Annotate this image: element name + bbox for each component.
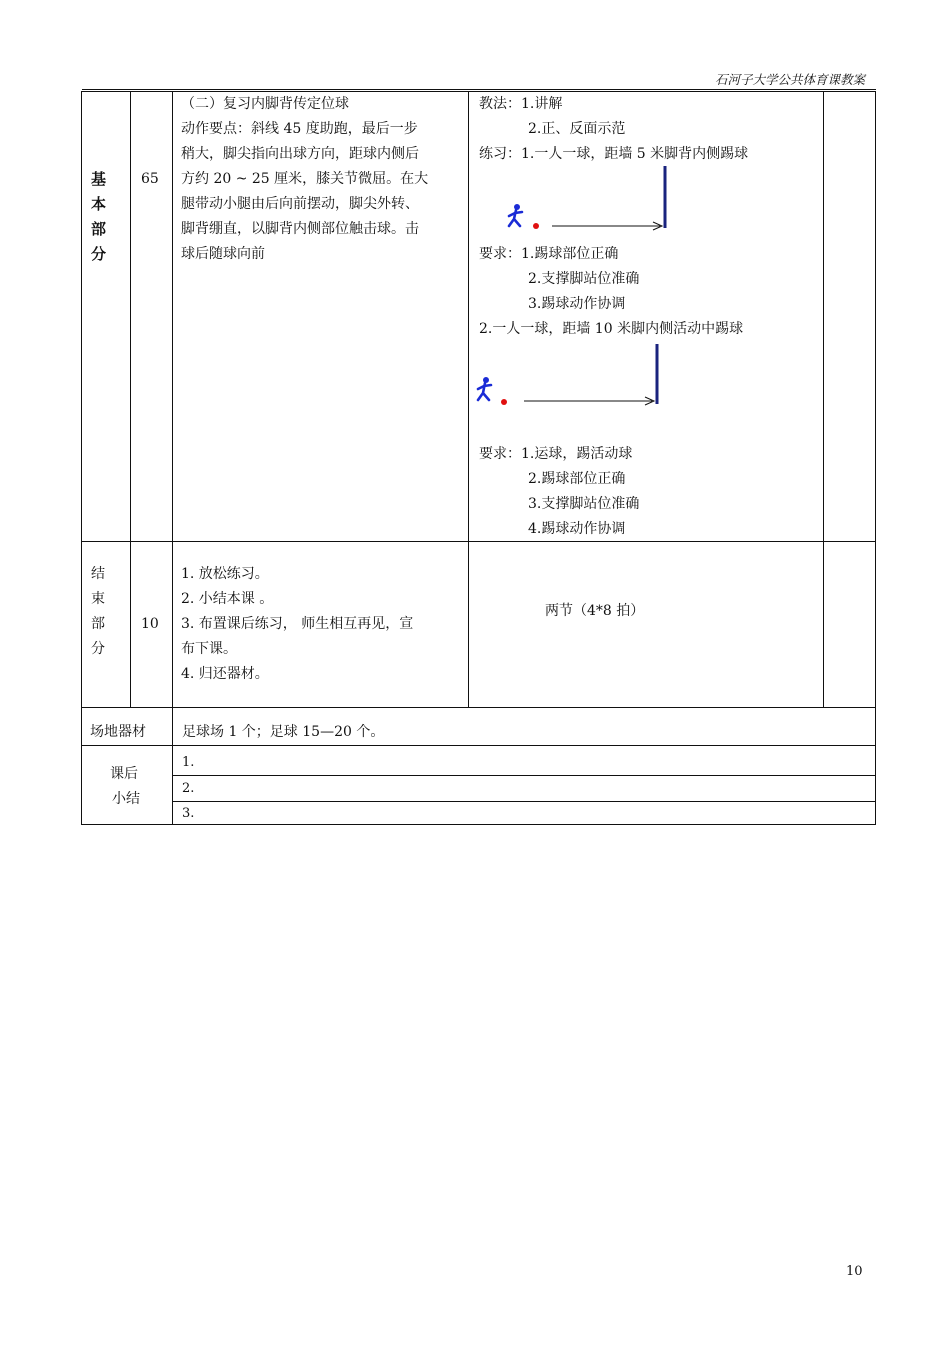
ball-icon bbox=[501, 399, 507, 405]
arrow-icon bbox=[524, 397, 654, 405]
teaching-method-2: 2.正、反面示范 bbox=[528, 121, 626, 137]
content-line: 腿带动小腿由后向前摆动，脚尖外转、 bbox=[181, 196, 419, 212]
table-right-border bbox=[875, 91, 876, 825]
summary-item-3: 3. bbox=[182, 806, 195, 821]
requirement-item: 2.支撑脚站位准确 bbox=[528, 271, 640, 287]
content-line: 脚背绷直，以脚背内侧部位触击球。击 bbox=[181, 221, 419, 237]
ending-minutes: 10 bbox=[141, 616, 159, 632]
summary-divider-1 bbox=[172, 775, 876, 776]
page-number: 10 bbox=[846, 1264, 863, 1279]
basic-content bbox=[181, 92, 428, 267]
ending-section-label bbox=[91, 562, 121, 662]
drill-diagram-2 bbox=[472, 340, 672, 412]
col-divider-method bbox=[823, 91, 824, 708]
requirement-item: 4.踢球动作协调 bbox=[528, 521, 626, 537]
page-header-title: 石河子大学公共体育课教案 bbox=[714, 72, 865, 87]
section-label-char: 束 bbox=[91, 591, 105, 607]
summary-label bbox=[110, 762, 140, 812]
row-divider-ending-equipment bbox=[81, 707, 876, 708]
content-line: 稍大，脚尖指向出球方向，距球内侧后 bbox=[181, 146, 419, 162]
practice-1: 练习：1.一人一球，距墙 5 米脚背内侧踢球 bbox=[479, 146, 749, 162]
drill-diagram-1 bbox=[500, 162, 680, 234]
content-line: 动作要点：斜线 45 度助跑，最后一步 bbox=[181, 121, 418, 137]
content-line: 1. 放松练习。 bbox=[181, 566, 269, 582]
arrow-icon bbox=[552, 222, 662, 230]
col-divider-content bbox=[468, 91, 469, 708]
ending-content bbox=[181, 562, 413, 687]
requirement-item: 2.踢球部位正确 bbox=[528, 471, 626, 487]
requirement-item: 3.踢球动作协调 bbox=[528, 296, 626, 312]
table-left-border bbox=[81, 91, 82, 825]
content-line: 球后随球向前 bbox=[181, 246, 265, 262]
summary-label-line: 课后 bbox=[110, 766, 138, 782]
requirements-1: 要求：1.踢球部位正确 bbox=[479, 246, 619, 262]
header-rule bbox=[82, 89, 876, 90]
content-line: 3. 布置课后练习， 师生相互再见，宣 bbox=[181, 616, 414, 632]
section-label-char: 结 bbox=[91, 566, 105, 582]
section-label-char: 部 bbox=[91, 220, 107, 238]
section-label-char: 基 bbox=[91, 170, 107, 188]
col-divider-minutes bbox=[172, 91, 173, 825]
ending-method: 两节（4*8 拍） bbox=[545, 603, 645, 619]
content-line: 2. 小结本课 。 bbox=[181, 591, 274, 607]
summary-item-1: 1. bbox=[182, 755, 195, 770]
content-line: 布下课。 bbox=[181, 641, 237, 657]
runner-icon bbox=[478, 377, 491, 400]
requirement-item: 3.支撑脚站位准确 bbox=[528, 496, 640, 512]
section-label-char: 分 bbox=[91, 641, 105, 657]
col-divider-label bbox=[130, 91, 131, 708]
runner-icon bbox=[509, 204, 522, 226]
section-label-char: 分 bbox=[91, 245, 107, 263]
summary-item-2: 2. bbox=[182, 781, 195, 796]
content-line: 4. 归还器材。 bbox=[181, 666, 269, 682]
equipment-value: 足球场 1 个；足球 15—20 个。 bbox=[182, 724, 385, 740]
table-bottom-border bbox=[81, 824, 876, 825]
requirements-2: 要求：1.运球，踢活动球 bbox=[479, 446, 633, 462]
summary-label-line: 小结 bbox=[112, 791, 140, 807]
summary-divider-2 bbox=[172, 801, 876, 802]
row-divider-basic-ending bbox=[81, 541, 876, 542]
equipment-label: 场地器材 bbox=[90, 724, 146, 740]
row-divider-equipment-summary bbox=[81, 745, 876, 746]
content-line: 方约 20 ~ 25 厘米，膝关节微屈。在大 bbox=[181, 171, 429, 187]
ball-icon bbox=[533, 223, 539, 229]
section-label-char: 本 bbox=[91, 195, 107, 213]
practice-2: 2.一人一球，距墙 10 米脚内侧活动中踢球 bbox=[479, 321, 744, 337]
basic-section-label bbox=[91, 167, 121, 267]
basic-minutes: 65 bbox=[141, 171, 159, 187]
section-label-char: 部 bbox=[91, 616, 105, 632]
content-line: （二）复习内脚背传定位球 bbox=[181, 96, 349, 112]
teaching-method-1: 教法：1.讲解 bbox=[479, 96, 563, 112]
